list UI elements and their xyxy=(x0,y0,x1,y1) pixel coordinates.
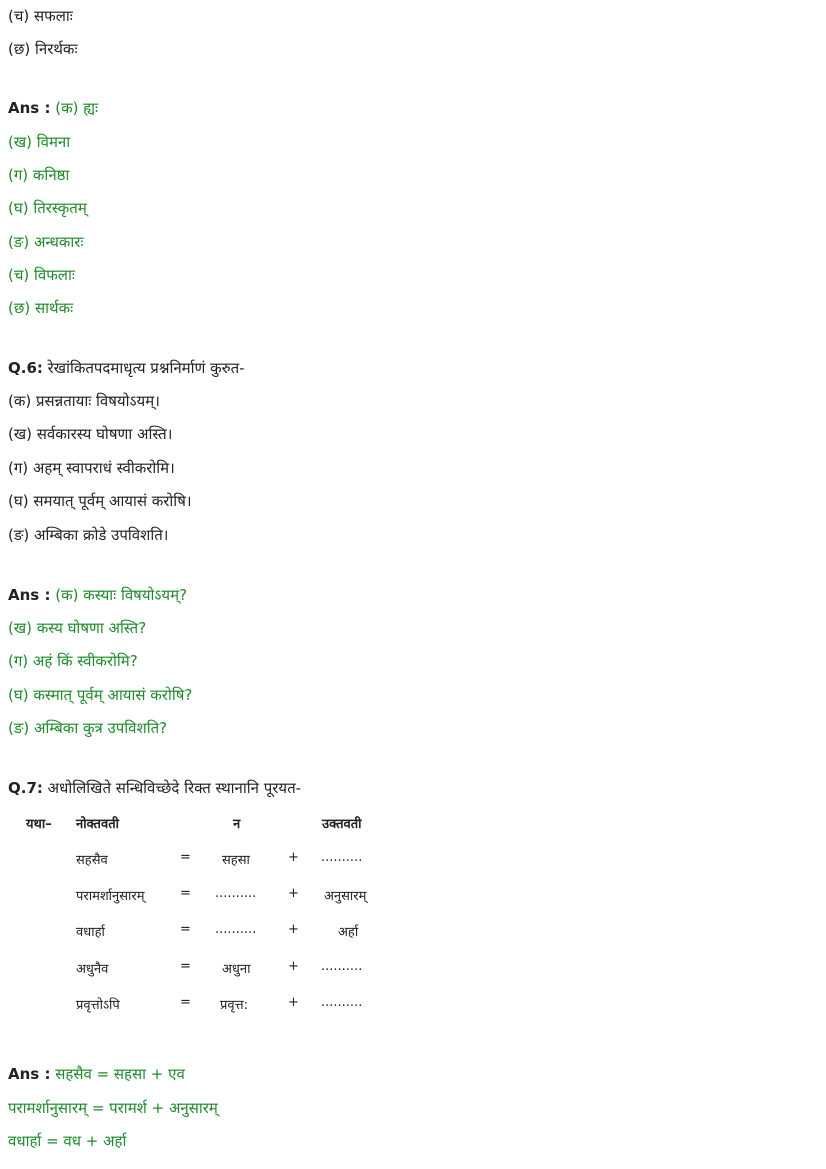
answer-5-line: (ग) कनिष्ठा xyxy=(8,166,70,184)
option-cha: (च) सफलाः xyxy=(8,7,73,25)
answer-6-line: (ङ) अम्बिका कुत्र उपविशति? xyxy=(8,719,168,737)
row-part-b: .......... xyxy=(321,850,363,865)
table-row xyxy=(20,922,400,942)
question-6-item: (घ) समयात् पूर्वम् आयासं करोषि। xyxy=(8,492,192,510)
answer-6-first xyxy=(8,585,187,605)
row-word: परामर्शानुसारम् xyxy=(76,889,145,904)
row-part-b: .......... xyxy=(321,995,363,1010)
row-part-a: अधुना xyxy=(222,962,251,977)
question-6-item: (ख) सर्वकारस्य घोषणा अस्ति। xyxy=(8,425,173,443)
row-part-a: प्रवृत्त: xyxy=(220,998,248,1013)
row-equals: = xyxy=(180,850,191,865)
question-6-item: (क) प्रसन्नतायाः विषयोऽयम्। xyxy=(8,392,160,410)
row-plus: + xyxy=(288,995,299,1010)
row-plus: + xyxy=(288,850,299,865)
row-part-a: .......... xyxy=(215,922,257,937)
answer-7-line: वधार्हा = वध + अर्हा xyxy=(8,1132,127,1150)
answer-7-line: परामर्शानुसारम् = परामर्श + अनुसारम् xyxy=(8,1099,218,1117)
example-label: यथा– xyxy=(26,817,52,832)
row-word: अधुनैव xyxy=(76,962,109,977)
answer-6-line: (ख) कस्य घोषणा अस्ति? xyxy=(8,619,147,637)
row-plus: + xyxy=(288,886,299,901)
header-word: नोक्तवती xyxy=(76,817,119,832)
row-equals: = xyxy=(180,922,191,937)
row-word: प्रवृत्तोऽपि xyxy=(76,998,120,1013)
answer-5-first xyxy=(8,98,98,118)
answer-6-line: (घ) कस्मात् पूर्वम् आयासं करोषि? xyxy=(8,686,193,704)
row-part-b: .......... xyxy=(321,959,363,974)
answer-5-line: (ख) विमना xyxy=(8,133,71,151)
answer-6-line: (ग) अहं किं स्वीकरोमि? xyxy=(8,652,138,670)
answer-5-line: (छ) सार्थकः xyxy=(8,299,74,317)
answer-label: Ans : xyxy=(8,99,51,117)
table-header xyxy=(20,814,400,834)
question-6-item: (ग) अहम् स्वापराधं स्वीकरोमि। xyxy=(8,459,175,477)
row-plus: + xyxy=(288,959,299,974)
row-word: सहसैव xyxy=(76,853,108,868)
question-label: Q.7: xyxy=(8,779,43,797)
row-equals: = xyxy=(180,959,191,974)
header-result: उक्तवती xyxy=(322,817,362,832)
row-equals: = xyxy=(180,886,191,901)
table-row xyxy=(20,995,400,1015)
answer-text: (क) कस्याः विषयोऽयम्? xyxy=(55,586,188,604)
row-word: वधार्हा xyxy=(76,925,105,940)
question-6-item: (ङ) अम्बिका क्रोडे उपविशति। xyxy=(8,526,169,544)
row-part-b: अर्हा xyxy=(338,925,359,940)
table-row xyxy=(20,959,400,979)
answer-7-first xyxy=(8,1064,185,1084)
header-na: न xyxy=(233,817,241,832)
question-label: Q.6: xyxy=(8,359,43,377)
answer-label: Ans : xyxy=(8,1065,51,1083)
answer-text: सहसैव = सहसा + एव xyxy=(55,1065,185,1083)
answer-label: Ans : xyxy=(8,586,51,604)
question-title: रेखांकितपदमाधृत्य प्रश्ननिर्माणं कुरुत- xyxy=(47,359,245,377)
question-title: अधोलिखिते सन्धिविच्छेदे रिक्त स्थानानि पूरयत- xyxy=(47,779,302,797)
row-part-a: सहसा xyxy=(222,853,250,868)
answer-5-line: (ङ) अन्धकारः xyxy=(8,233,84,251)
row-plus: + xyxy=(288,922,299,937)
answer-5-line: (घ) तिरस्कृतम् xyxy=(8,199,87,217)
question-7 xyxy=(8,778,301,798)
option-chha: (छ) निरर्थकः xyxy=(8,40,78,58)
answer-text: (क) ह्यः xyxy=(55,99,99,117)
row-equals: = xyxy=(180,995,191,1010)
answer-5-line: (च) विफलाः xyxy=(8,266,75,284)
table-row xyxy=(20,886,400,906)
row-part-b: अनुसारम् xyxy=(324,889,367,904)
table-row xyxy=(20,850,400,870)
question-6 xyxy=(8,358,245,378)
row-part-a: .......... xyxy=(215,886,257,901)
